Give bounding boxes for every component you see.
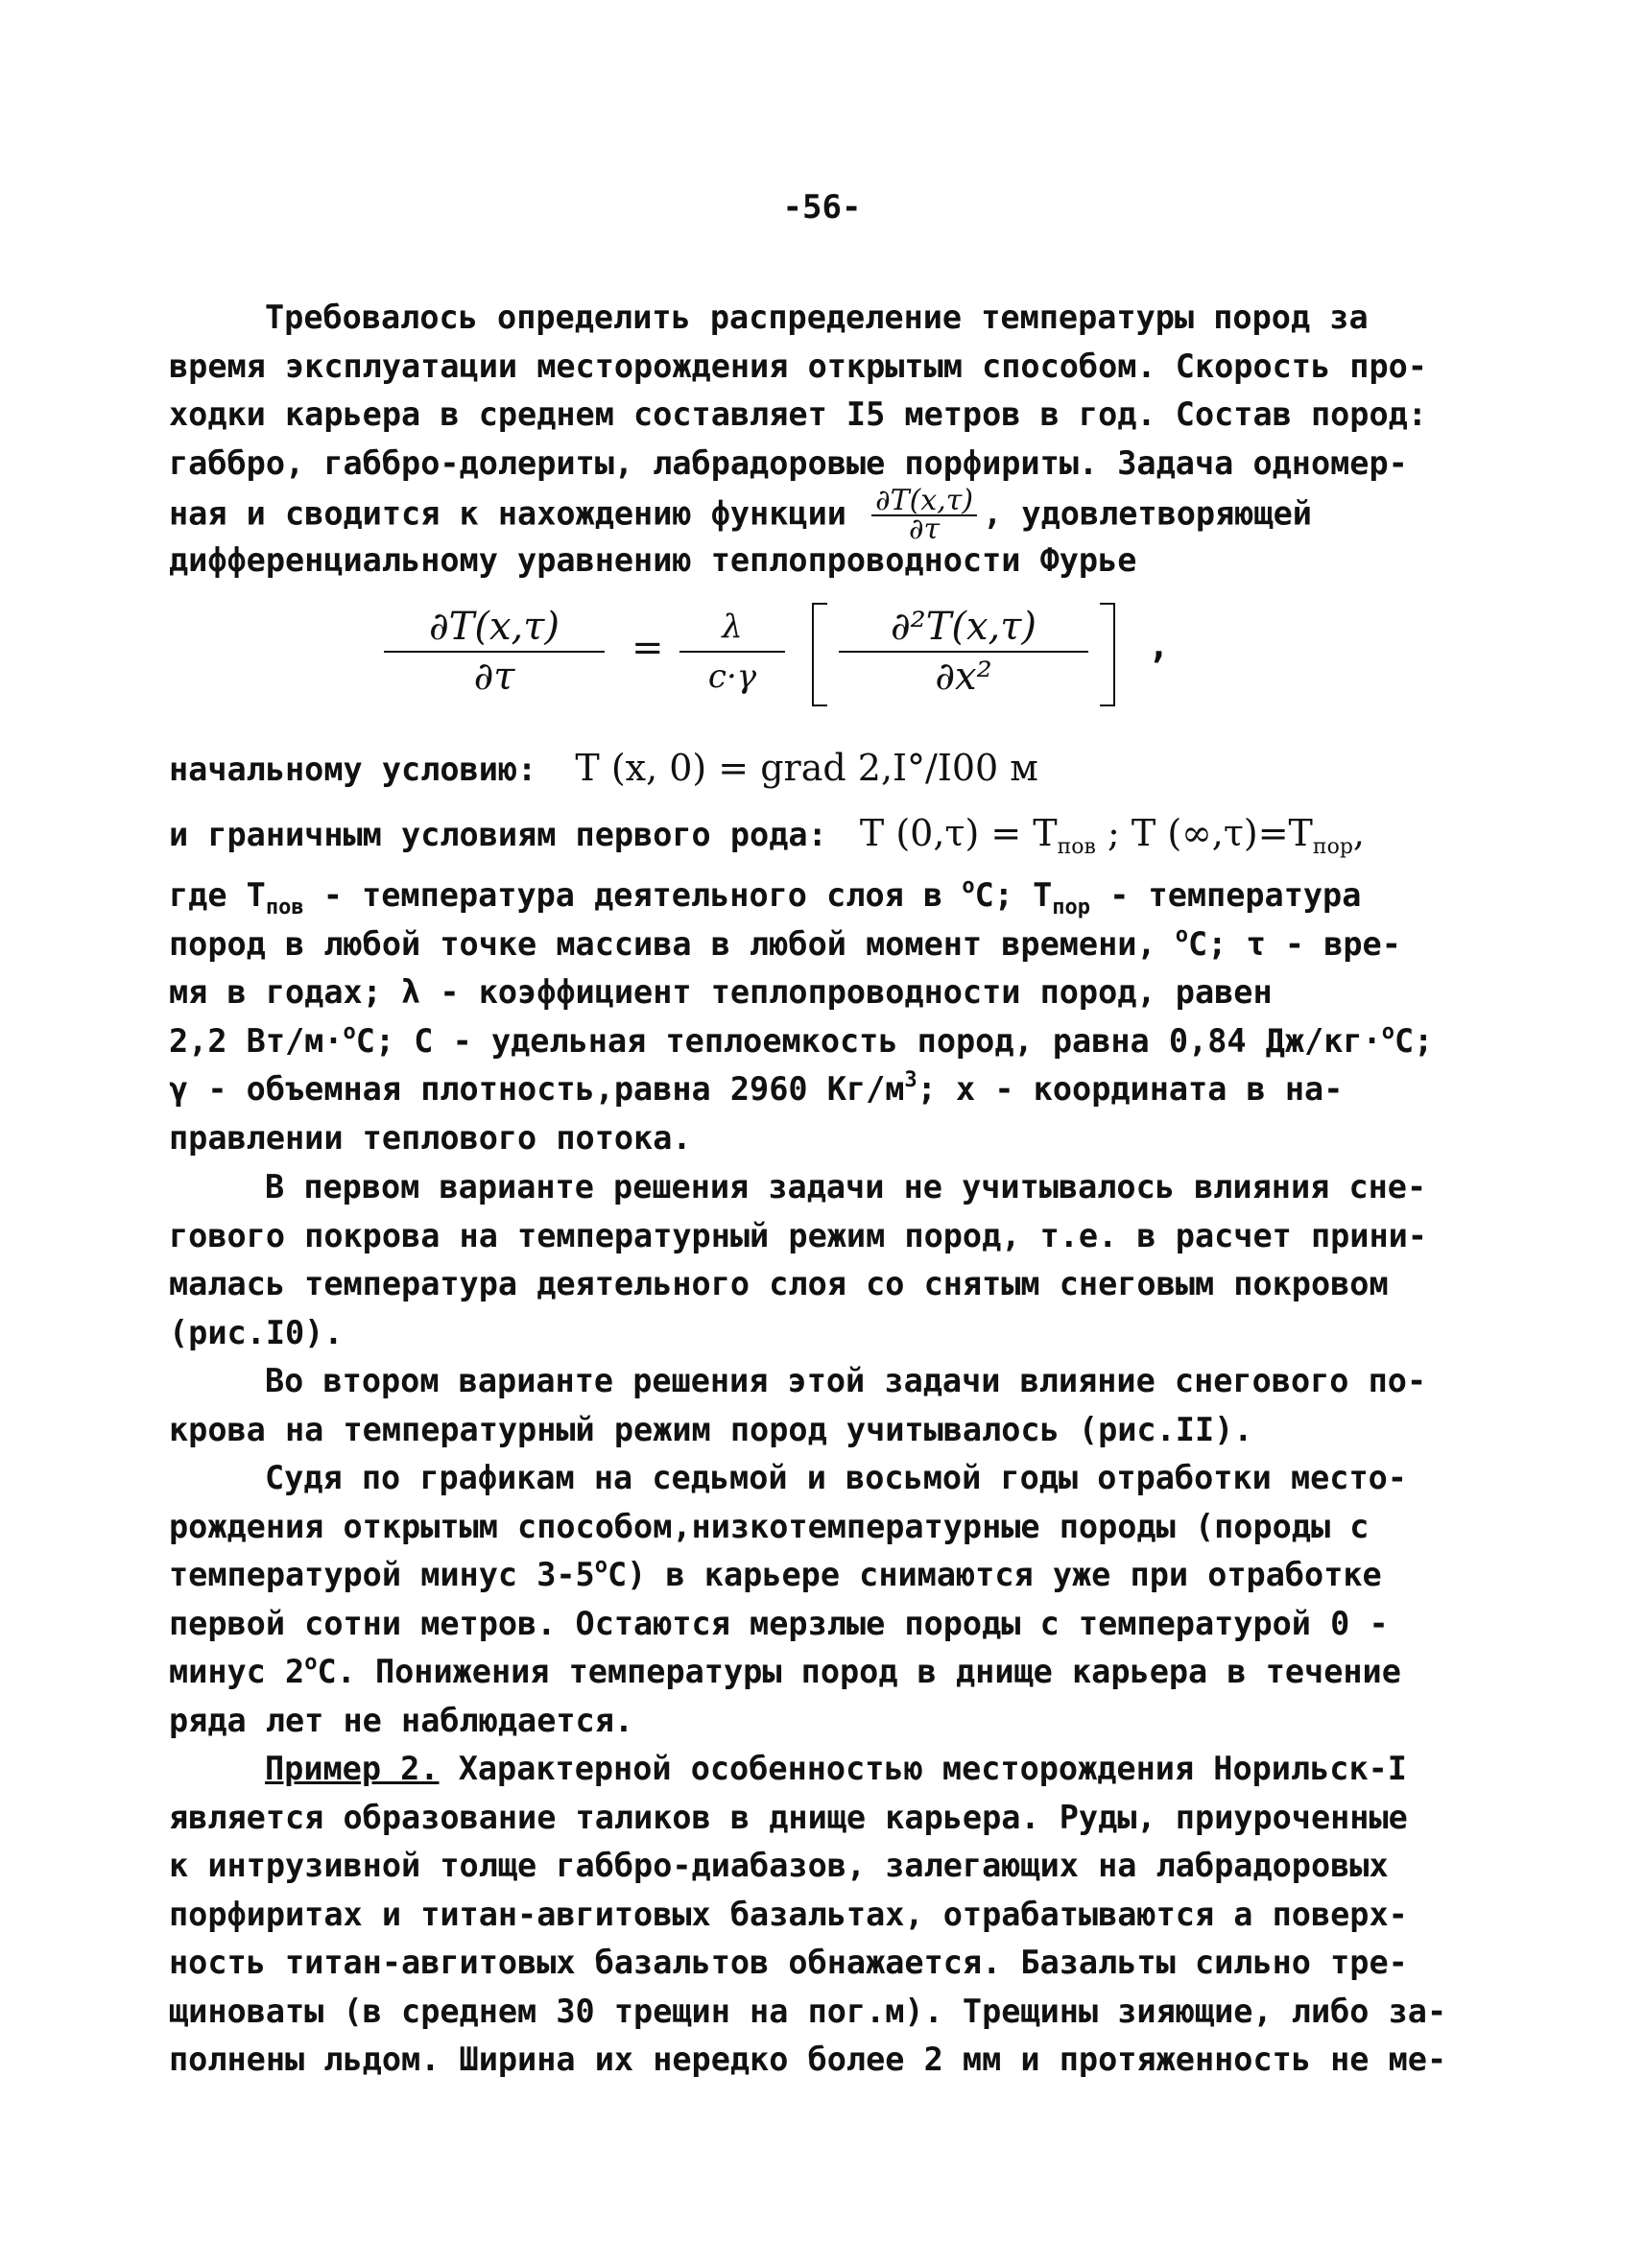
text-line: ряда лет не наблюдается. (169, 1701, 634, 1739)
initial-condition-label: начальному условию: (169, 751, 537, 788)
subscript: пор (1312, 835, 1353, 859)
paragraph-graph-analysis (169, 1454, 1493, 1745)
coefficient-denominator: c·γ (707, 657, 757, 696)
paragraph-variant-two (169, 1357, 1493, 1454)
example-label: Пример 2. (265, 1750, 440, 1787)
text-fragment: 2,2 Вт/м· (169, 1021, 344, 1060)
fourier-heat-equation (384, 603, 1248, 718)
text-line: щиноваты (в среднем 30 трещин на пог.м). Трещины зияющие, либо за- (169, 1992, 1447, 2030)
initial-condition-expression: T (x, 0) = grad 2,I°/I00 м (575, 747, 1038, 789)
superscript: 3 (904, 1068, 917, 1092)
superscript: o (962, 874, 975, 898)
lhs-numerator: ∂T(x,τ) (384, 603, 605, 653)
text-fragment: - температура (1090, 876, 1362, 914)
equation-comma: , (1148, 624, 1170, 666)
text-line: является образование таликов в днище карьера. Руды, приуроченные (169, 1798, 1408, 1836)
text-line: время эксплуатации месторождения открытым способом. Скорость про- (169, 346, 1427, 385)
coefficient-numerator: λ (679, 603, 785, 653)
rhs-denominator: ∂x² (935, 655, 992, 699)
symbol-definitions (169, 871, 1493, 1162)
rhs-fraction (839, 603, 1088, 701)
subscript: пов (265, 895, 304, 919)
boundary-expr-part: T (0,τ) = T (859, 812, 1058, 854)
subscript: пор (1052, 895, 1091, 919)
text-line: правлении теплового потока. (169, 1118, 692, 1157)
paragraph-intro (169, 294, 1493, 585)
text-line: гового покрова на температурный режим пород, т.е. в расчет прини- (169, 1216, 1427, 1254)
boundary-end: , (1352, 812, 1366, 854)
text-line (169, 1551, 1493, 1600)
text-line: Требовалось определить распределение температуры пород за (265, 298, 1369, 336)
subscript: пов (1057, 835, 1096, 859)
text-fragment: где T (169, 876, 266, 914)
lhs-denominator: ∂τ (473, 655, 515, 699)
fraction-numerator: ∂T(x,τ) (871, 488, 977, 516)
text-fragment: пород в любой точке массива в любой момент времени, (169, 924, 1176, 963)
text-fragment: температурой минус 3-5 (169, 1556, 595, 1593)
superscript: o (594, 1554, 608, 1578)
text-fragment: C) в карьере снимаются уже при отработке (607, 1556, 1382, 1593)
text-line: рождения открытым способом,низкотемпературные породы (породы с (169, 1507, 1370, 1545)
text-fragment: ; x - координата в на- (917, 1070, 1344, 1108)
text-line (169, 484, 1493, 546)
text-line (169, 1065, 1493, 1114)
text-line: полнены льдом. Ширина их нередко более 2 мм и протяженность не ме- (169, 2041, 1447, 2078)
text-fragment: - температура деятельного слоя в (303, 876, 963, 914)
lhs-fraction (384, 603, 605, 701)
text-line: Во втором варианте решения этой задачи влияние снегового по- (265, 1362, 1427, 1399)
text-line (169, 1745, 1493, 1794)
text-fragment: C; C - удельная теплоемкость пород, равна 0,84 Дж/кг· (355, 1021, 1382, 1060)
fraction-denominator: ∂τ (909, 513, 941, 546)
text-line: Судя по графикам на седьмой и восьмой годы отработки место- (265, 1459, 1407, 1496)
text-line (169, 1648, 1493, 1697)
text-fragment: ная и сводится к нахождению функции (169, 494, 846, 533)
text-fragment: C; (1394, 1021, 1434, 1060)
paragraph-variant-one (169, 1163, 1493, 1357)
text-fragment: C; τ - вре- (1188, 924, 1401, 963)
text-line: В первом варианте решения задачи не учитывалось влияния сне- (265, 1168, 1427, 1206)
text-fragment: , удовлетворяющей (983, 494, 1312, 533)
left-bracket (812, 603, 827, 706)
text-fragment: γ - объемная плотность,равна 2960 Кг/м (169, 1070, 905, 1108)
text-line: габбро, габбро-долериты, лабрадоровые порфириты. Задача одномер- (169, 443, 1408, 482)
page-number: -56- (782, 188, 862, 227)
right-bracket (1100, 603, 1115, 706)
superscript: o (1381, 1019, 1394, 1044)
superscript: o (1175, 922, 1189, 947)
superscript: o (343, 1019, 356, 1044)
text-line: ходки карьера в среднем составляет I5 метров в год. Состав пород: (169, 395, 1427, 433)
text-line: порфиритах и титан-авгитовых базальтах, отрабатываются а поверх- (169, 1895, 1408, 1933)
superscript: o (304, 1651, 318, 1675)
boundary-condition-expression (859, 812, 1366, 859)
paragraph-example-two (169, 1745, 1493, 2085)
text-line: (рис.I0). (169, 1313, 344, 1351)
text-line: первой сотни метров. Остаются мерзлые породы с температурой 0 - (169, 1604, 1389, 1642)
boundary-condition-label: и граничным условиям первого рода: (169, 816, 827, 853)
equals-sign: = (631, 626, 664, 670)
coefficient-fraction (679, 603, 785, 701)
text-line (169, 920, 1493, 969)
text-fragment: минус 2 (169, 1653, 305, 1690)
initial-condition (169, 739, 1493, 799)
text-line: ность титан-авгитовых базальтов обнажается. Базальты сильно тре- (169, 1944, 1408, 1981)
rhs-numerator: ∂²T(x,τ) (839, 603, 1088, 653)
boundary-expr-part: T (∞,τ)=T (1131, 812, 1313, 854)
text-line (169, 1017, 1493, 1066)
text-fragment: Характерной особенностью месторождения Норильск-I (439, 1750, 1407, 1787)
text-line: дифференциальному уравнению теплопроводности Фурье (169, 540, 1137, 579)
text-line: мя в годах; λ - коэффициент теплопроводности пород, равен (169, 973, 1273, 1011)
boundary-conditions (169, 804, 1493, 864)
text-line: малась температура деятельного слоя со снятым снеговым покровом (169, 1265, 1389, 1302)
boundary-separator: ; (1095, 812, 1132, 854)
text-line (169, 871, 1493, 920)
text-fragment: C; T (974, 876, 1053, 914)
inline-derivative-fraction (871, 484, 977, 546)
text-line: крова на температурный режим пород учитывалось (рис.II). (169, 1410, 1253, 1448)
text-fragment: C. Понижения температуры пород в днище карьера в течение (317, 1653, 1401, 1690)
text-line: к интрузивной толще габбро-диабазов, залегающих на лабрадоровых (169, 1847, 1389, 1884)
